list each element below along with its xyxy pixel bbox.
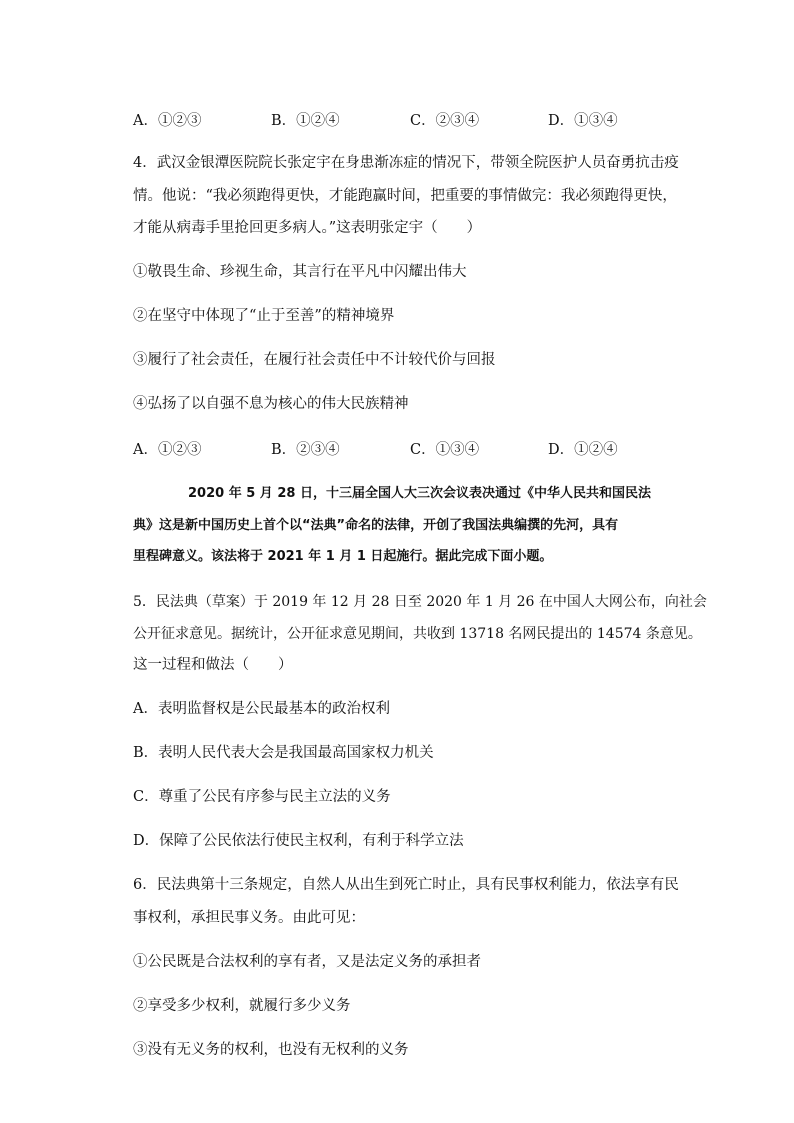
- q6-item-3: ③没有无义务的权利，也没有无权利的义务: [133, 1042, 409, 1058]
- q6-item-1: ①公民既是合法权利的享有者，又是法定义务的承担者: [133, 954, 481, 970]
- passage-line-3: 里程碑意义。该法将于 2021 年 1 月 1 日起施行。据此完成下面小题。: [133, 549, 553, 564]
- passage-line-2: 典》这是新中国历史上首个以“法典”命名的法律，开创了我国法典编撰的先河，具有: [133, 518, 619, 533]
- q5-option-a: A．表明监督权是公民最基本的政治权利: [133, 701, 390, 717]
- q4-item-2: ②在坚守中体现了“止于至善”的精神境界: [133, 308, 395, 324]
- q5-stem-line-3: 这一过程和做法（ ）: [133, 657, 293, 673]
- q6-stem-line-1: 6．民法典第十三条规定，自然人从出生到死亡时止，具有民事权利能力，依法享有民: [133, 877, 679, 893]
- q4-option-b: B．②③④: [271, 442, 340, 458]
- q4-option-a: A．①②③: [133, 442, 202, 458]
- q3-option-c: C．②③④: [410, 113, 480, 129]
- q3-option-b: B．①②④: [271, 113, 340, 129]
- q4-stem-line-1: 4．武汉金银潭医院院长张定宇在身患渐冻症的情况下，带领全院医护人员奋勇抗击疫: [133, 155, 679, 171]
- q5-stem-line-1: 5．民法典（草案）于 2019 年 12 月 28 日至 2020 年 1 月 26 在中国人大网公布，向社会: [133, 594, 707, 610]
- q4-item-4: ④弘扬了以自强不息为核心的伟大民族精神: [133, 396, 409, 412]
- q4-option-c: C．①③④: [410, 442, 480, 458]
- q4-item-3: ③履行了社会责任，在履行社会责任中不计较代价与回报: [133, 352, 496, 368]
- q4-option-d: D．①②④: [548, 442, 618, 458]
- q6-stem-line-2: 事权利，承担民事义务。由此可见：: [133, 910, 365, 926]
- q4-item-1: ①敬畏生命、珍视生命，其言行在平凡中闪耀出伟大: [133, 264, 467, 280]
- q4-stem-line-2: 情。他说：“我必须跑得更快，才能跑赢时间，把重要的事情做完：我必须跑得更快，: [133, 188, 677, 204]
- q5-stem-line-2: 公开征求意见。据统计，公开征求意见期间，共收到 13718 名网民提出的 14574 条意见。: [133, 626, 702, 642]
- q3-option-a: A．①②③: [133, 113, 202, 129]
- q5-option-d: D．保障了公民依法行使民主权利，有利于科学立法: [133, 833, 464, 849]
- q3-option-d: D．①③④: [548, 113, 618, 129]
- q5-option-c: C．尊重了公民有序参与民主立法的义务: [133, 789, 391, 805]
- q6-item-2: ②享受多少权利，就履行多少义务: [133, 998, 351, 1014]
- q4-stem-line-3: 才能从病毒手里抢回更多病人。”这表明张定宇（ ）: [133, 220, 482, 236]
- passage-line-1: 2020 年 5 月 28 日，十三届全国人大三次会议表决通过《中华人民共和国民法: [188, 486, 651, 501]
- q5-option-b: B．表明人民代表大会是我国最高国家权力机关: [133, 745, 434, 761]
